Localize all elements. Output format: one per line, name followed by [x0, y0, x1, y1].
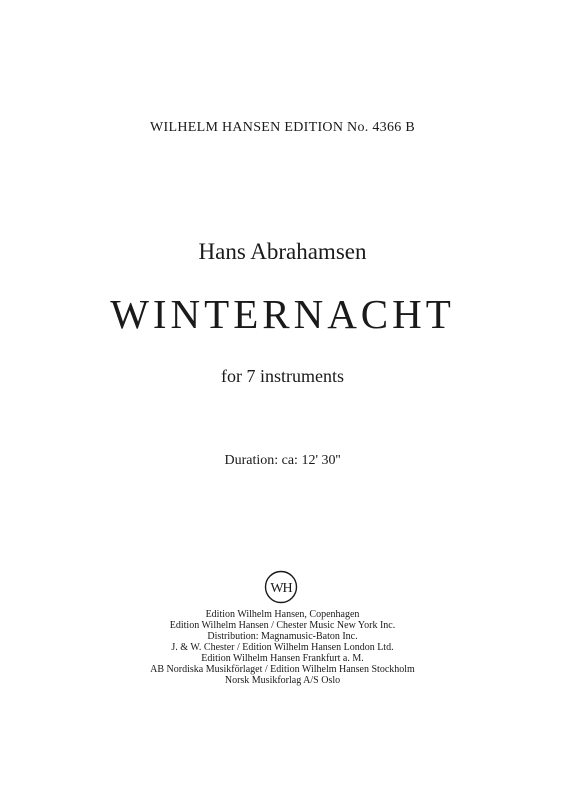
publisher-line: Edition Wilhelm Hansen / Chester Music New York Inc.	[169, 620, 396, 631]
publisher-line: Edition Wilhelm Hansen Frankfurt a. M.	[201, 653, 364, 664]
publisher-line: Norsk Musikforlag A/S Oslo	[224, 675, 341, 686]
publisher-line: J. & W. Chester / Edition Wilhelm Hansen London Ltd.	[171, 642, 394, 653]
wh-monogram-logo-icon	[264, 570, 298, 604]
publisher-line: Edition Wilhelm Hansen, Copenhagen	[205, 609, 360, 620]
publisher-line: AB Nordiska Musikförlaget / Edition Wilhelm Hansen Stockholm	[150, 664, 415, 675]
publisher-line: Distribution: Magnamusic-Baton Inc.	[207, 631, 358, 642]
edition-number: WILHELM HANSEN EDITION No. 4366 B	[150, 120, 415, 135]
publisher-list	[0, 609, 565, 686]
composer-name: Hans Abrahamsen	[198, 239, 367, 264]
duration: Duration: ca: 12' 30''	[224, 453, 341, 468]
svg-text:WH: WH	[270, 581, 292, 596]
instrumentation: for 7 instruments	[221, 366, 344, 386]
work-title: WINTERNACHT	[110, 291, 455, 337]
